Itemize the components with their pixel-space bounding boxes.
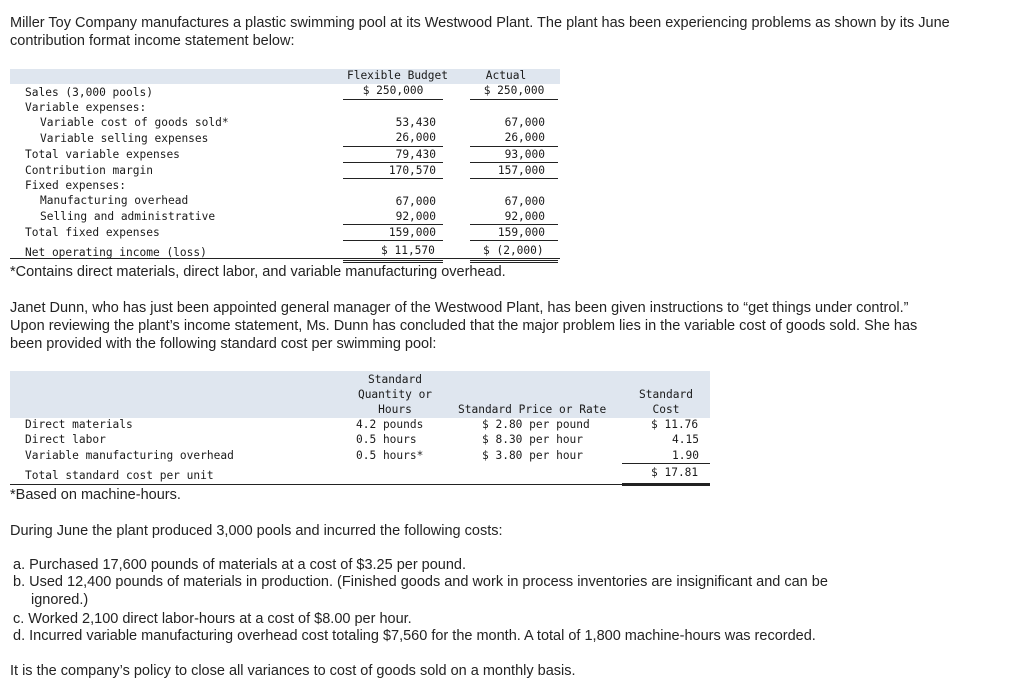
row-label-fixed-expenses: Fixed expenses: bbox=[25, 179, 127, 192]
row-label-direct-labor: Direct labor bbox=[25, 433, 106, 446]
var-selling-flex: 26,000 bbox=[343, 131, 436, 147]
total-fixed-actual: 159,000 bbox=[497, 226, 545, 239]
intro-paragraph: Miller Toy Company manufactures a plastic swimming pool at its Westwood Plant. The plant has been experiencing problems as shown by its June contribution format income statement below: bbox=[10, 15, 950, 49]
rule bbox=[470, 178, 558, 179]
june-intro: During June the plant produced 3,000 pools and incurred the following costs: bbox=[10, 523, 503, 539]
vmoh-price: $ 3.80 per hour bbox=[482, 449, 584, 462]
income-statement-footnote: *Contains direct materials, direct labor, and variable manufacturing overhead. bbox=[10, 264, 506, 280]
cost-header-line1: Standard bbox=[639, 388, 693, 401]
janet-paragraph: Janet Dunn, who has just been appointed general manager of the Westwood Plant, has been given instructions to “get things under control.” Upon reviewing the plant’s income statement, Ms. Dunn has concluded that the major problem lies in the variable cost of goods sold. She has been provided with the following standard cost per swimming pool: bbox=[10, 300, 918, 352]
contribution-margin-flex: 170,570 bbox=[388, 164, 436, 177]
selling-admin-flex: 92,000 bbox=[395, 210, 436, 223]
list-item-b-continued: ignored.) bbox=[31, 592, 89, 608]
row-label-selling-admin: Selling and administrative bbox=[40, 210, 216, 223]
row-label-var-cogs: Variable cost of goods sold* bbox=[40, 116, 229, 129]
rule bbox=[343, 224, 443, 225]
mfg-overhead-flex: 67,000 bbox=[395, 195, 436, 208]
row-label-var-selling: Variable selling expenses bbox=[40, 132, 209, 145]
rule bbox=[470, 146, 558, 147]
row-label-direct-materials: Direct materials bbox=[25, 418, 133, 431]
list-item-c: c. Worked 2,100 direct labor-hours at a cost of $8.00 per hour. bbox=[13, 611, 412, 627]
rule bbox=[343, 162, 443, 163]
list-item-b: b. Used 12,400 pounds of materials in production. (Finished goods and work in process inventories are insignificant and can be bbox=[13, 574, 828, 590]
var-cogs-actual: 67,000 bbox=[504, 116, 545, 129]
row-label-total-variable: Total variable expenses bbox=[25, 148, 180, 161]
price-header: Standard Price or Rate bbox=[458, 403, 607, 416]
qty-header-line2: Quantity or bbox=[357, 388, 433, 401]
row-label-sales: Sales (3,000 pools) bbox=[25, 86, 153, 99]
vmoh-cost: 1.90 bbox=[672, 449, 699, 462]
sales-actual: $ 250,000 bbox=[470, 84, 558, 100]
dm-qty: 4.2 pounds bbox=[356, 418, 424, 431]
net-operating-income-actual: $ (2,000) bbox=[483, 244, 544, 257]
policy-statement: It is the company’s policy to close all variances to cost of goods sold on a monthly basis. bbox=[10, 663, 576, 679]
rule bbox=[470, 240, 558, 241]
cost-header-line2: Cost bbox=[652, 403, 680, 416]
row-label-mfg-overhead: Manufacturing overhead bbox=[40, 194, 189, 207]
rule bbox=[470, 162, 558, 163]
dl-cost: 4.15 bbox=[672, 433, 699, 446]
mfg-overhead-actual: 67,000 bbox=[504, 195, 545, 208]
row-label-variable-expenses: Variable expenses: bbox=[25, 101, 147, 114]
list-item-d: d. Incurred variable manufacturing overhead cost totaling $7,560 for the month. A total of 1,800 machine-hours was recorded. bbox=[13, 628, 816, 644]
qty-header-line3: Hours bbox=[378, 403, 412, 416]
row-label-total-fixed: Total fixed expenses bbox=[25, 226, 160, 239]
total-variable-flex: 79,430 bbox=[395, 148, 436, 161]
rule bbox=[622, 463, 710, 464]
dl-price: $ 8.30 per hour bbox=[482, 433, 584, 446]
row-label-variable-mfg-overhead: Variable manufacturing overhead bbox=[25, 449, 234, 462]
double-rule bbox=[622, 481, 710, 486]
total-fixed-flex: 159,000 bbox=[388, 226, 436, 239]
standard-cost-footnote: *Based on machine-hours. bbox=[10, 487, 181, 503]
col-header-actual: Actual bbox=[485, 69, 527, 82]
selling-admin-actual: 92,000 bbox=[504, 210, 545, 223]
vmoh-qty: 0.5 hours* bbox=[356, 449, 424, 462]
net-operating-income-flex: $ 11,570 bbox=[381, 244, 435, 257]
sales-flex: $ 250,000 bbox=[343, 84, 443, 100]
dm-cost: $ 11.76 bbox=[651, 418, 699, 431]
var-cogs-flex: 53,430 bbox=[395, 116, 436, 129]
row-label-total-standard-cost: Total standard cost per unit bbox=[25, 469, 214, 482]
dl-qty: 0.5 hours bbox=[356, 433, 417, 446]
rule bbox=[343, 178, 443, 179]
total-standard-cost-value: $ 17.81 bbox=[651, 466, 699, 479]
rule bbox=[470, 224, 558, 225]
contribution-margin-actual: 157,000 bbox=[497, 164, 545, 177]
col-header-flexible-budget: Flexible Budget bbox=[346, 69, 449, 82]
dm-price: $ 2.80 per pound bbox=[482, 418, 590, 431]
row-label-net-operating-income: Net operating income (loss) bbox=[25, 246, 207, 259]
list-item-a: a. Purchased 17,600 pounds of materials at a cost of $3.25 per pound. bbox=[13, 557, 467, 573]
total-variable-actual: 93,000 bbox=[504, 148, 545, 161]
qty-header-line1: Standard bbox=[368, 373, 422, 386]
rule bbox=[10, 484, 710, 485]
rule bbox=[343, 146, 443, 147]
rule bbox=[343, 240, 443, 241]
var-selling-actual: 26,000 bbox=[470, 131, 545, 147]
row-label-contribution-margin: Contribution margin bbox=[25, 164, 153, 177]
